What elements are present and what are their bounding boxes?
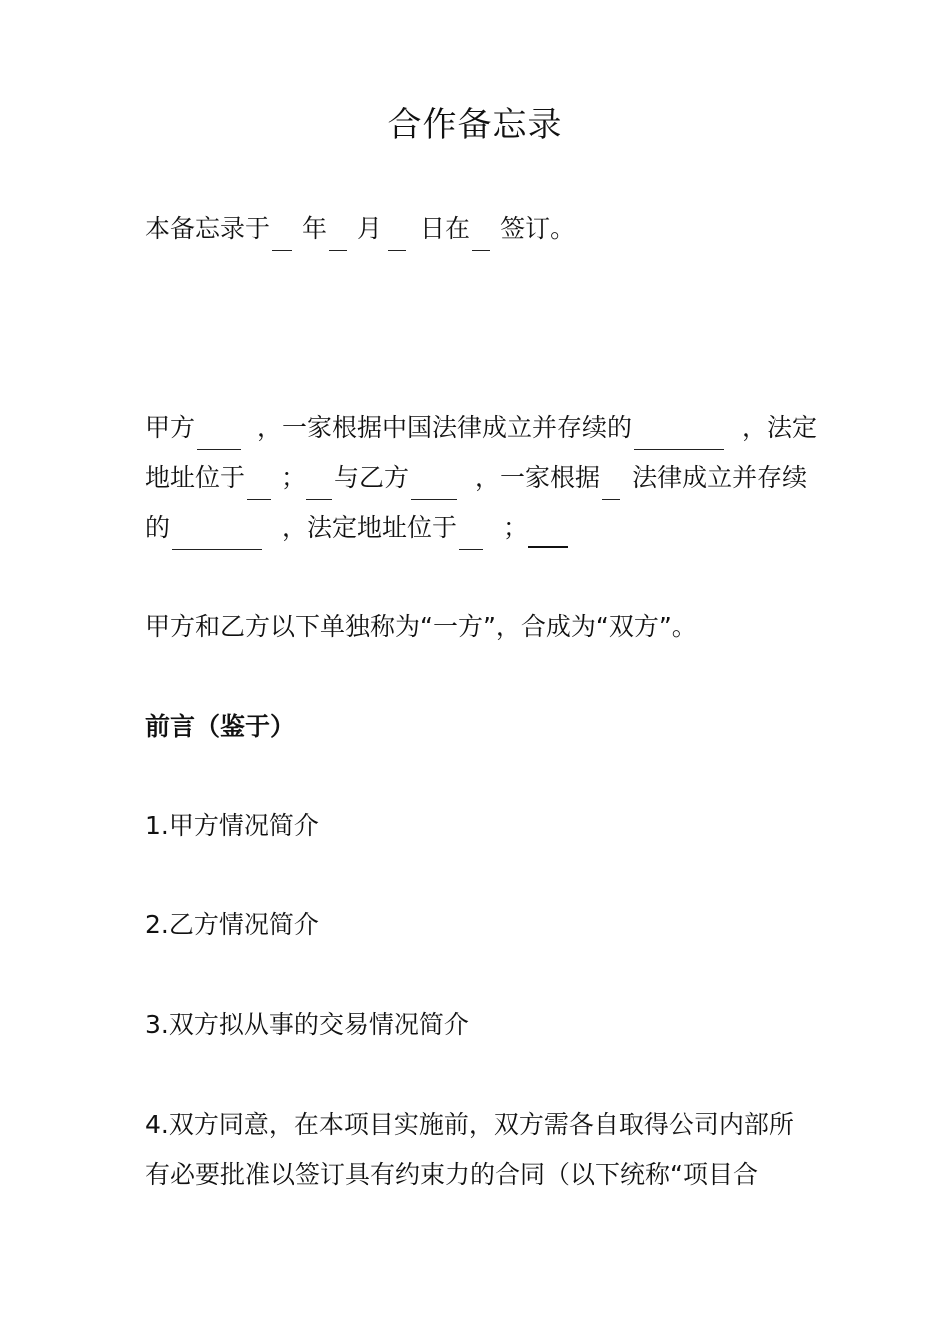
place-blank[interactable]	[472, 249, 490, 251]
preamble-item-1: 1.甲方情况简介	[145, 811, 319, 840]
address-label: 地址位于	[145, 463, 246, 492]
party-a-address-blank[interactable]	[247, 498, 271, 500]
semicolon-1: ；	[281, 463, 307, 492]
party-a-jurisdiction-blank[interactable]	[634, 448, 724, 450]
of-label: 的	[145, 513, 171, 542]
preamble-item-4-line-1: 4.双方同意，在本项目实施前，双方需各自取得公司内部所	[145, 1110, 794, 1139]
preamble-item-2: 2.乙方情况简介	[145, 910, 319, 939]
party-a-desc: ，一家根据中国法律成立并存续的	[257, 413, 633, 442]
signing-month: 月	[357, 214, 383, 243]
signing-year: 年	[302, 214, 328, 243]
party-b-name-blank[interactable]	[411, 498, 457, 500]
preamble-item-4-line-2: 有必要批准以签订具有约束力的合同（以下统称“项目合	[145, 1160, 758, 1189]
signing-signed: 签订。	[500, 214, 576, 243]
day-blank[interactable]	[388, 249, 406, 251]
signing-day-at: 日在	[420, 214, 471, 243]
party-a-label: 甲方	[145, 413, 196, 442]
extra-blank-1[interactable]	[306, 498, 332, 500]
year-blank[interactable]	[272, 249, 292, 251]
party-b-type-blank[interactable]	[172, 548, 262, 550]
party-b-jurisdiction-blank[interactable]	[602, 498, 620, 500]
signing-prefix: 本备忘录于	[145, 214, 271, 243]
party-b-desc: ，一家根据	[475, 463, 601, 492]
parties-line-3	[145, 513, 568, 550]
definition-paragraph: 甲方和乙方以下单独称为“一方”，合成为“双方”。	[145, 612, 697, 641]
parties-line-1	[145, 413, 817, 450]
signing-line	[145, 214, 575, 251]
preamble-heading: 前言（鉴于）	[145, 712, 296, 741]
preamble-item-3: 3.双方拟从事的交易情况简介	[145, 1010, 469, 1039]
party-a-legal-addr-label: ，法定	[742, 413, 818, 442]
document-title: 合作备忘录	[387, 105, 563, 145]
semicolon-2: ；	[503, 513, 529, 542]
party-b-law-text: 法律成立并存续	[632, 463, 808, 492]
party-b-label: 与乙方	[334, 463, 410, 492]
extra-blank-2[interactable]	[528, 545, 568, 548]
month-blank[interactable]	[329, 249, 347, 251]
parties-line-2	[145, 463, 807, 500]
party-b-legal-addr-label: ，法定地址位于	[282, 513, 458, 542]
party-b-address-blank[interactable]	[459, 548, 483, 550]
party-a-name-blank[interactable]	[197, 448, 241, 450]
